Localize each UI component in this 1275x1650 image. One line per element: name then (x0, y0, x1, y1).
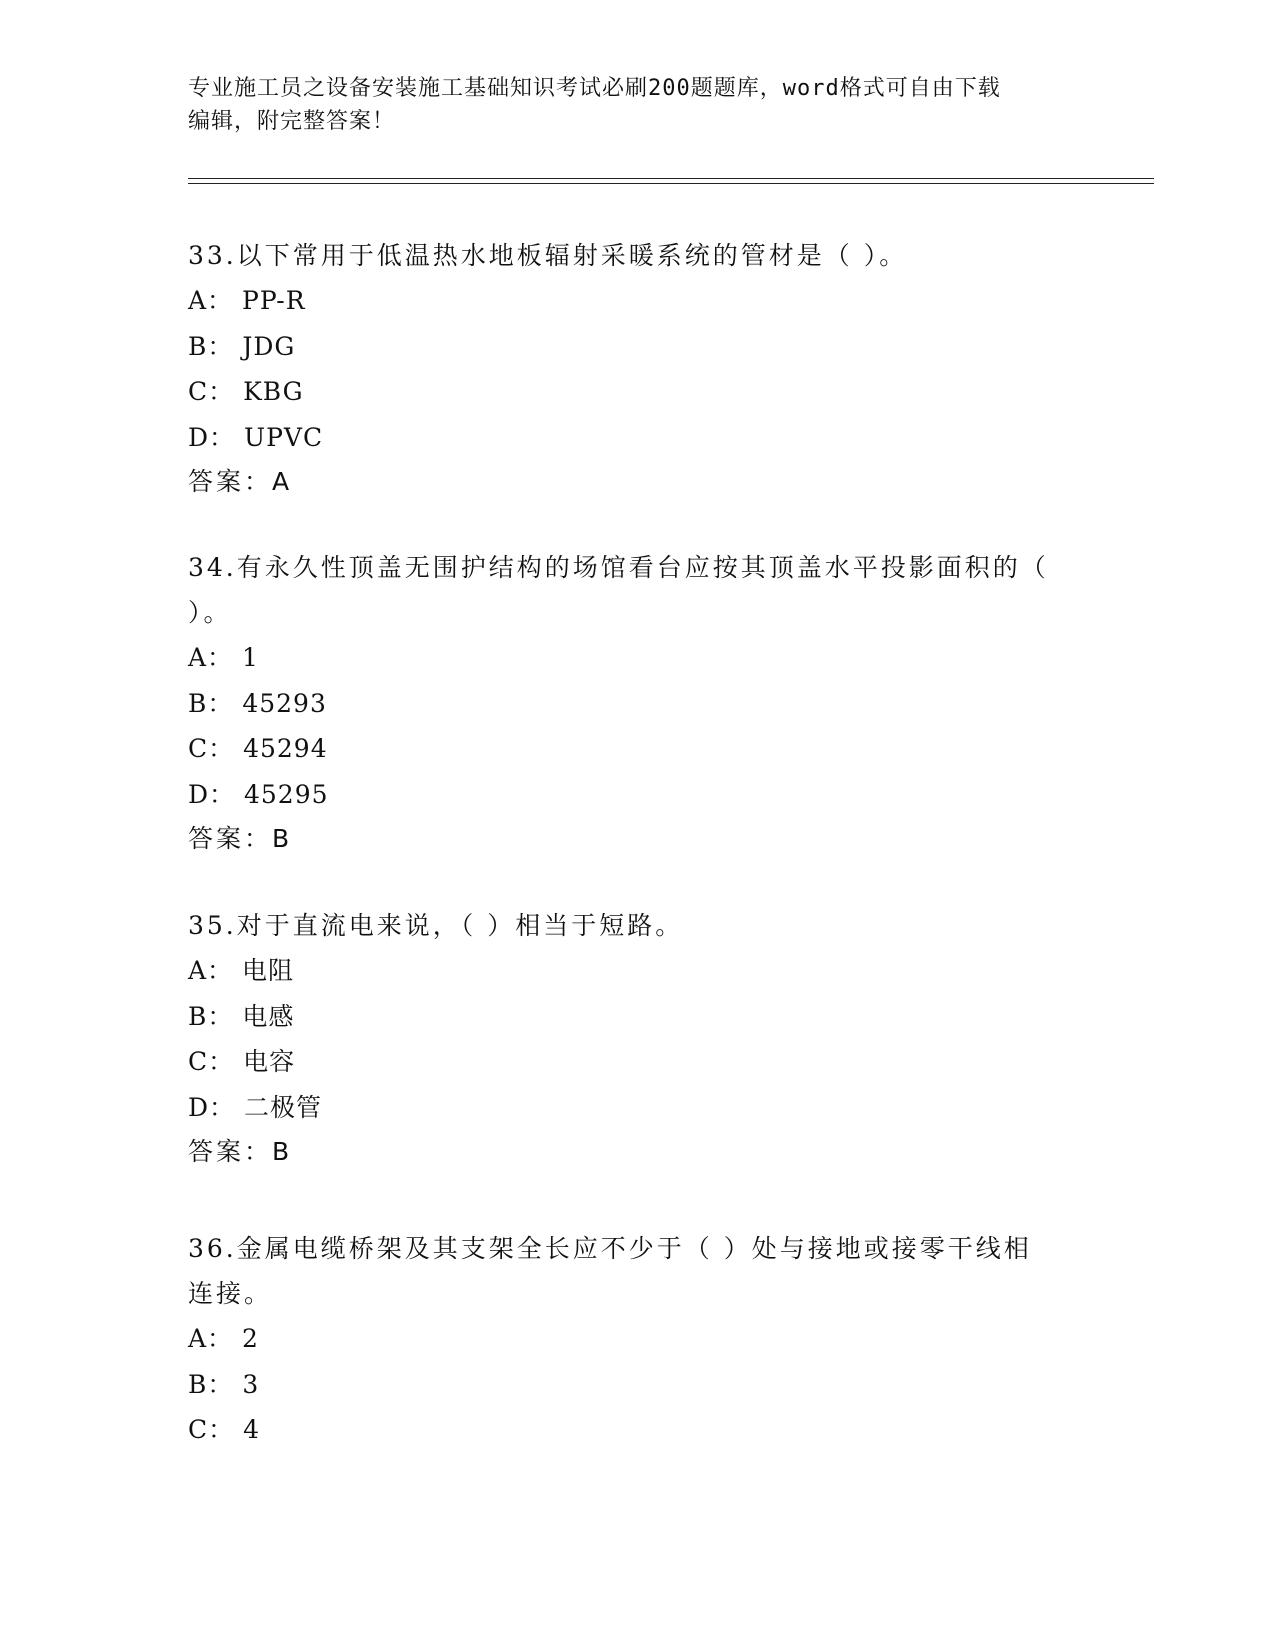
option-a (188, 948, 1088, 994)
option-value: 2 (242, 1324, 259, 1353)
option-label: C： (188, 734, 235, 763)
answer-label: 答案： (188, 1137, 273, 1166)
option-d (188, 415, 1088, 461)
option-b (188, 681, 1088, 727)
option-value: 1 (242, 643, 259, 672)
option-c (188, 1039, 1088, 1085)
option-label: D： (188, 422, 236, 452)
option-d (188, 772, 1088, 818)
option-value: UPVC (244, 422, 324, 452)
option-value: 45294 (243, 734, 328, 763)
option-label: B： (188, 688, 234, 718)
option-label: D： (188, 1092, 236, 1122)
option-value: 45295 (244, 779, 329, 809)
option-label: A： (188, 1324, 234, 1353)
option-c (188, 369, 1088, 415)
option-a (188, 1316, 1088, 1362)
option-b (188, 324, 1088, 370)
document-header (188, 72, 1088, 138)
option-value: 45293 (242, 688, 327, 718)
answer (188, 460, 1088, 504)
option-label: A： (188, 286, 234, 315)
option-value: 电容 (243, 1047, 296, 1076)
option-d (188, 1085, 1088, 1131)
option-value: 4 (243, 1415, 260, 1444)
option-value: 电感 (242, 1001, 295, 1031)
answer (188, 817, 1088, 861)
question-text: 33.以下常用于低温热水地板辐射采暖系统的管材是（ ）。 (188, 241, 908, 270)
option-label: D： (188, 779, 236, 809)
option-b (188, 1362, 1088, 1408)
question-text: 36.金属电缆桥架及其支架全长应不少于（ ）处与接地或接零干线相 (188, 1234, 1032, 1263)
header-divider-bottom (188, 183, 1154, 184)
header-line-2: 编辑，附完整答案！ (188, 109, 396, 134)
option-label: B： (188, 331, 234, 361)
answer-label: 答案： (188, 824, 273, 853)
option-b (188, 994, 1088, 1040)
header-divider-top (188, 178, 1154, 179)
question-text: 35.对于直流电来说，（ ）相当于短路。 (188, 911, 684, 940)
answer-value: B (272, 1137, 291, 1166)
option-value: JDG (242, 331, 296, 361)
option-label: C： (188, 1415, 235, 1444)
option-label: A： (188, 643, 234, 672)
answer-value: B (272, 824, 291, 853)
question-text-continued: ）。 (188, 598, 232, 627)
answer (188, 1130, 1088, 1174)
question-text-continued: 连接。 (188, 1279, 273, 1308)
option-label: C： (188, 377, 235, 406)
option-c (188, 1407, 1088, 1453)
option-a (188, 635, 1088, 681)
question-35 (188, 903, 1088, 1174)
question-36 (188, 1226, 1088, 1453)
option-value: 3 (242, 1369, 260, 1399)
option-a (188, 278, 1088, 324)
question-34 (188, 545, 1088, 861)
option-label: C： (188, 1047, 235, 1076)
option-label: B： (188, 1369, 234, 1399)
option-c (188, 726, 1088, 772)
answer-value: A (272, 467, 291, 496)
question-33 (188, 233, 1088, 504)
option-label: B： (188, 1001, 234, 1031)
header-line-1: 专业施工员之设备安装施工基础知识考试必刷200题题库，word格式可自由下载 (188, 76, 1001, 101)
answer-label: 答案： (188, 467, 273, 496)
option-value: 二极管 (244, 1092, 323, 1122)
option-label: A： (188, 956, 234, 985)
option-value: PP-R (242, 286, 306, 315)
question-text: 34.有永久性顶盖无围护结构的场馆看台应按其顶盖水平投影面积的（ (188, 553, 1049, 582)
option-value: 电阻 (242, 956, 295, 985)
option-value: KBG (243, 377, 304, 406)
